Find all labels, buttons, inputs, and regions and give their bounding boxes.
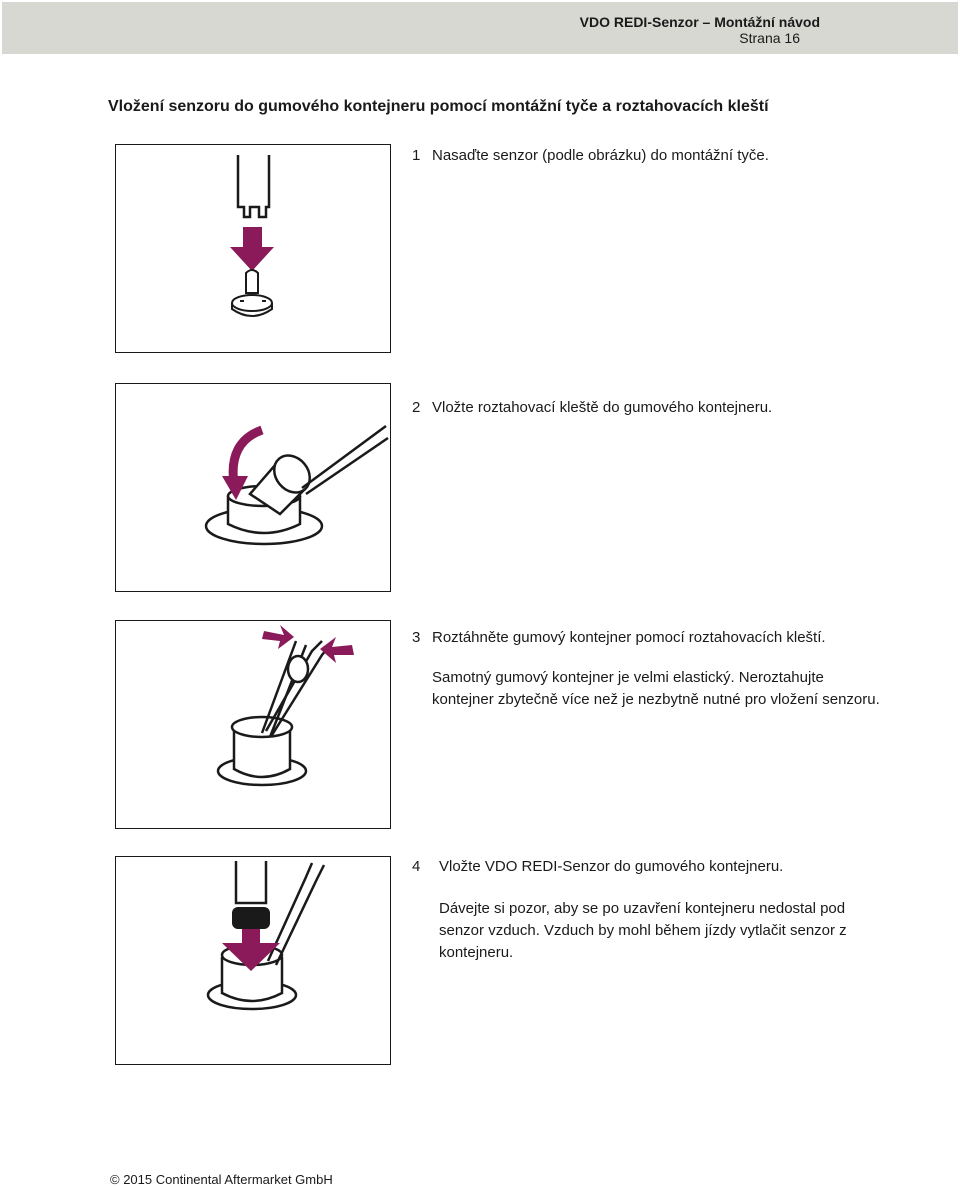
- page-number: Strana 16: [739, 30, 800, 46]
- step-1: [412, 145, 769, 166]
- step-instruction: Roztáhněte gumový kontejner pomocí roztahovacích kleští.: [432, 629, 826, 646]
- step-instruction: Vložte roztahovací kleště do gumového kontejneru.: [432, 399, 773, 416]
- figure-step-3: [115, 620, 391, 829]
- step-number: 4: [412, 858, 421, 875]
- step-3: [412, 627, 826, 648]
- page-header: [2, 2, 958, 54]
- illustration-rod-and-sensor: [116, 145, 390, 352]
- down-arrow-icon: [230, 227, 274, 271]
- figure-step-1: [115, 144, 391, 353]
- step-number: 1: [412, 147, 421, 164]
- copyright-footer: © 2015 Continental Aftermarket GmbH: [110, 1172, 333, 1187]
- step-4-note: Dávejte si pozor, aby se po uzavření kontejneru nedostal pod senzor vzduch. Vzduch by mohl během jízdy vytlačit senzor z kontejneru.: [439, 900, 847, 961]
- step-3-note: Samotný gumový kontejner je velmi elastický. Neroztahujte kontejner zbytečně více než je nezbytně nutné pro vložení senzoru.: [432, 669, 880, 708]
- step-number: 3: [412, 629, 421, 646]
- step-4: [412, 856, 783, 877]
- figure-step-4: [115, 856, 391, 1065]
- illustration-stretching-container: [116, 621, 390, 828]
- step-instruction: Vložte VDO REDI-Senzor do gumového kontejneru.: [439, 858, 784, 875]
- illustration-pliers-into-container: [116, 384, 390, 591]
- section-heading: Vložení senzoru do gumového kontejneru pomocí montážní tyče a roztahovacích kleští: [108, 98, 769, 115]
- squeeze-arrow-right-icon: [320, 637, 354, 663]
- step-2: [412, 397, 772, 418]
- document-title: VDO REDI-Senzor – Montážní návod: [579, 14, 820, 30]
- illustration-inserting-sensor: [116, 857, 390, 1064]
- squeeze-arrow-left-icon: [262, 625, 294, 649]
- step-instruction: Nasaďte senzor (podle obrázku) do montážní tyče.: [432, 147, 769, 164]
- step-number: 2: [412, 399, 421, 416]
- figure-step-2: [115, 383, 391, 592]
- sensor-icon: [232, 907, 270, 929]
